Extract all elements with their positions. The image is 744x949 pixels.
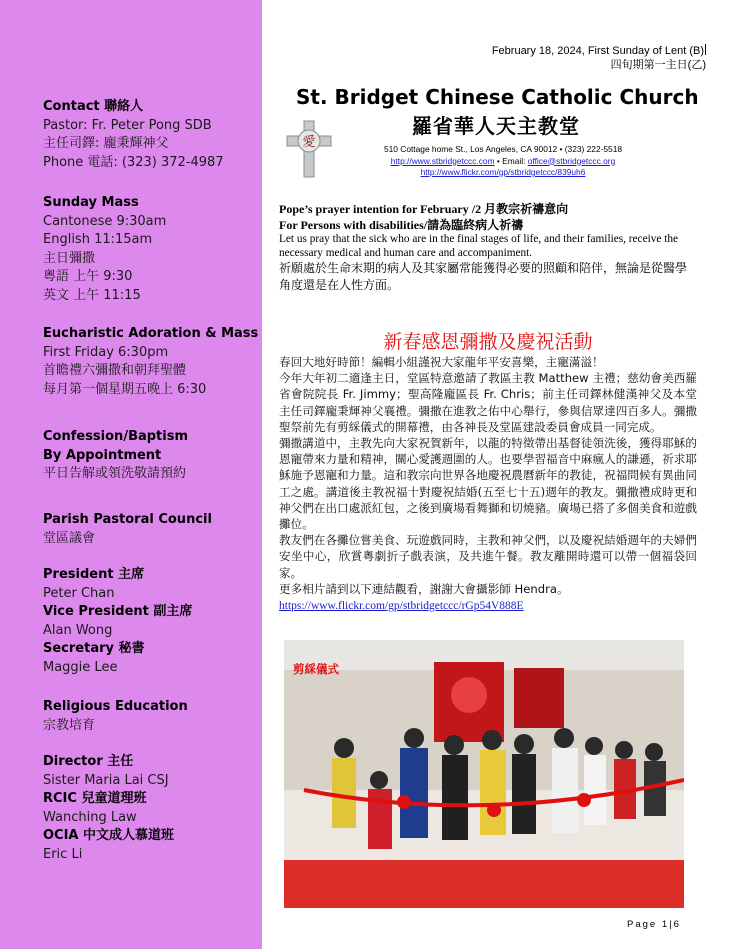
- church-logo: [283, 118, 335, 180]
- ocia-label: OCIA 中文成人慕道班: [43, 828, 175, 843]
- pastor-zh: 主任司鐸: 龐秉輝神父: [43, 136, 169, 151]
- event-paragraph: 更多相片請到以下連結觀看，謝謝大會攝影師 Hendra。: [279, 581, 569, 596]
- email-link[interactable]: office@stbridgetccc.org: [527, 155, 616, 166]
- prayer-subheading: For Persons with disabilities/請為臨終病人祈禱: [279, 218, 524, 232]
- sidebar-contact: [43, 98, 224, 172]
- president-label: President 主席: [43, 567, 145, 582]
- ocia-name: Eric Li: [43, 846, 83, 862]
- event-article: [279, 354, 697, 614]
- director-label: Director 主任: [43, 754, 134, 769]
- adoration-heading: Eucharistic Adoration & Mass: [43, 326, 259, 341]
- phone: Phone 電話: (323) 372-4987: [43, 154, 224, 170]
- pastor: Pastor: Fr. Peter Pong SDB: [43, 117, 212, 133]
- sidebar-adoration: [43, 325, 258, 399]
- date-zh: 四旬期第一主日(乙): [610, 59, 706, 71]
- confession-heading: Confession/Baptism: [43, 429, 189, 444]
- sidebar-staff: [43, 753, 174, 864]
- contact-heading: Contact 聯絡人: [43, 99, 144, 114]
- website-link[interactable]: http://www.stbridgetccc.com: [390, 155, 495, 166]
- sidebar-religious-ed: [43, 698, 188, 735]
- mass-line: 粵語 上午 9:30: [43, 269, 133, 284]
- date-en: February 18, 2024, First Sunday of Lent (B): [491, 45, 704, 57]
- church-address: [358, 144, 648, 179]
- church-name: St. Bridget Chinese Catholic Church: [296, 85, 699, 109]
- prayer-intention: [279, 201, 697, 294]
- event-paragraph: 春回大地好時節！編輯小組謹祝大家龍年平安喜樂，主寵滿溢！: [279, 355, 604, 369]
- director-name: Sister Maria Lai CSJ: [43, 772, 169, 788]
- council-zh: 堂區議會: [43, 530, 96, 546]
- vp-label: Vice President 副主席: [43, 604, 193, 619]
- flickr-link[interactable]: http://www.flickr.com/gp/stbridgetccc/839uh6: [420, 167, 586, 177]
- mass-line: 英文 上午 11:15: [43, 287, 141, 303]
- prayer-text-zh: 祈願處於生命末期的病人及其家屬常能獲得必要的照顧和陪伴，無論是從醫學角度還是在人性方面。: [279, 261, 688, 292]
- mass-line: English 11:15am: [43, 232, 153, 247]
- council-heading: Parish Pastoral Council: [43, 512, 212, 527]
- ribbon-cutting-photo: [284, 640, 684, 908]
- mass-line: Cantonese 9:30am: [43, 213, 167, 229]
- rcic-label: RCIC 兒童道理班: [43, 791, 147, 806]
- secretary-label: Secretary 秘書: [43, 641, 145, 656]
- religious-ed-zh: 宗教培育: [43, 717, 96, 733]
- president-name: Peter Chan: [43, 585, 115, 601]
- vp-name: Alan Wong: [43, 622, 113, 638]
- sidebar-officers: [43, 566, 192, 677]
- church-name-zh: 羅省華人天主教堂: [412, 114, 580, 138]
- logo-char: 愛: [302, 135, 316, 150]
- bulletin-date: [492, 44, 706, 72]
- rcic-name: Wanching Law: [43, 809, 137, 825]
- prayer-text-en: Let us pray that the sick who are in the final stages of life, and their families, receive the necessary medical and human care and accompaniment.: [279, 233, 679, 259]
- sidebar-council: [43, 511, 212, 548]
- confession-heading-2: By Appointment: [43, 447, 162, 463]
- photo-label: 剪綵儀式: [293, 662, 339, 676]
- secretary-name: Maggie Lee: [43, 659, 118, 675]
- text-cursor: [705, 44, 706, 55]
- event-title: 新春感恩彌撒及慶祝活動: [383, 331, 593, 353]
- event-paragraph: 今年大年初二適逢主日，堂區特意邀請了教區主教 Matthew 主禮；慈幼會美西羅省會院院長 Fr. Jimmy；聖高隆龐區長 Fr. Chris；前主任司鐸林健漢神父及本堂主任司鐸龐秉輝神父襄禮。彌撒在進教之佑中心舉行，參與信眾達四百多人。彌撒聖祭前先有剪綵儀式的開幕禮，由各神長及堂區建設委員會成員一同完成。: [279, 371, 697, 434]
- sidebar-confession: [43, 428, 188, 484]
- mass-line: 主日彌撒: [43, 250, 96, 266]
- mass-heading: Sunday Mass: [43, 195, 139, 210]
- photo-illustration: [284, 640, 684, 908]
- event-paragraph: 教友們在各攤位嘗美食、玩遊戲同時，主教和神父們，以及慶祝結婚週年的夫婦們安坐中心，欣賞粵劇折子戲表演，及共進午餐。教友離開時還可以帶一個福袋回家。: [279, 533, 697, 580]
- page-number: Page 1|6: [627, 919, 681, 930]
- address-line: 510 Cottage home St., Los Angeles, CA 90012 • (323) 222-5518: [383, 144, 623, 154]
- prayer-heading: Pope’s prayer intention for February /2 月教宗祈禱意向: [279, 202, 569, 216]
- event-photo-link[interactable]: https://www.flickr.com/gp/stbridgetccc/rGp54V888E: [279, 600, 524, 613]
- confession-zh: 平日告解或領洗敬請預約: [43, 466, 187, 481]
- religious-ed-heading: Religious Education: [43, 699, 188, 714]
- sidebar-sunday-mass: [43, 194, 166, 305]
- adoration-line: 每月第一個星期五晚上 6:30: [43, 381, 207, 397]
- cross-icon: [283, 118, 335, 180]
- email-label: • Email:: [494, 155, 528, 166]
- event-paragraph: 彌撒講道中，主教先向大家祝賀新年，以龍的特徵帶出基督徒領洗後，獲得耶穌的恩寵帶來力量和精神，關心愛護週圍的人。也要學習福音中麻瘋人的謙遜，祈求耶穌施予恩寵和力量。這和教宗向世界各地慶祝農曆新年的教徒，祝福問候有異曲同工之處。講道後主教祝福十對慶祝結婚(五至七十五)週年的教友。彌撒禮成時更和神父們在出口處派紅包，之後到廣場看舞獅和切燒豬。廣場已搭了多個美食和遊戲攤位。: [279, 436, 697, 532]
- adoration-line: First Friday 6:30pm: [43, 344, 169, 360]
- adoration-line: 首瞻禮六彌撒和朝拜聖體: [43, 363, 187, 378]
